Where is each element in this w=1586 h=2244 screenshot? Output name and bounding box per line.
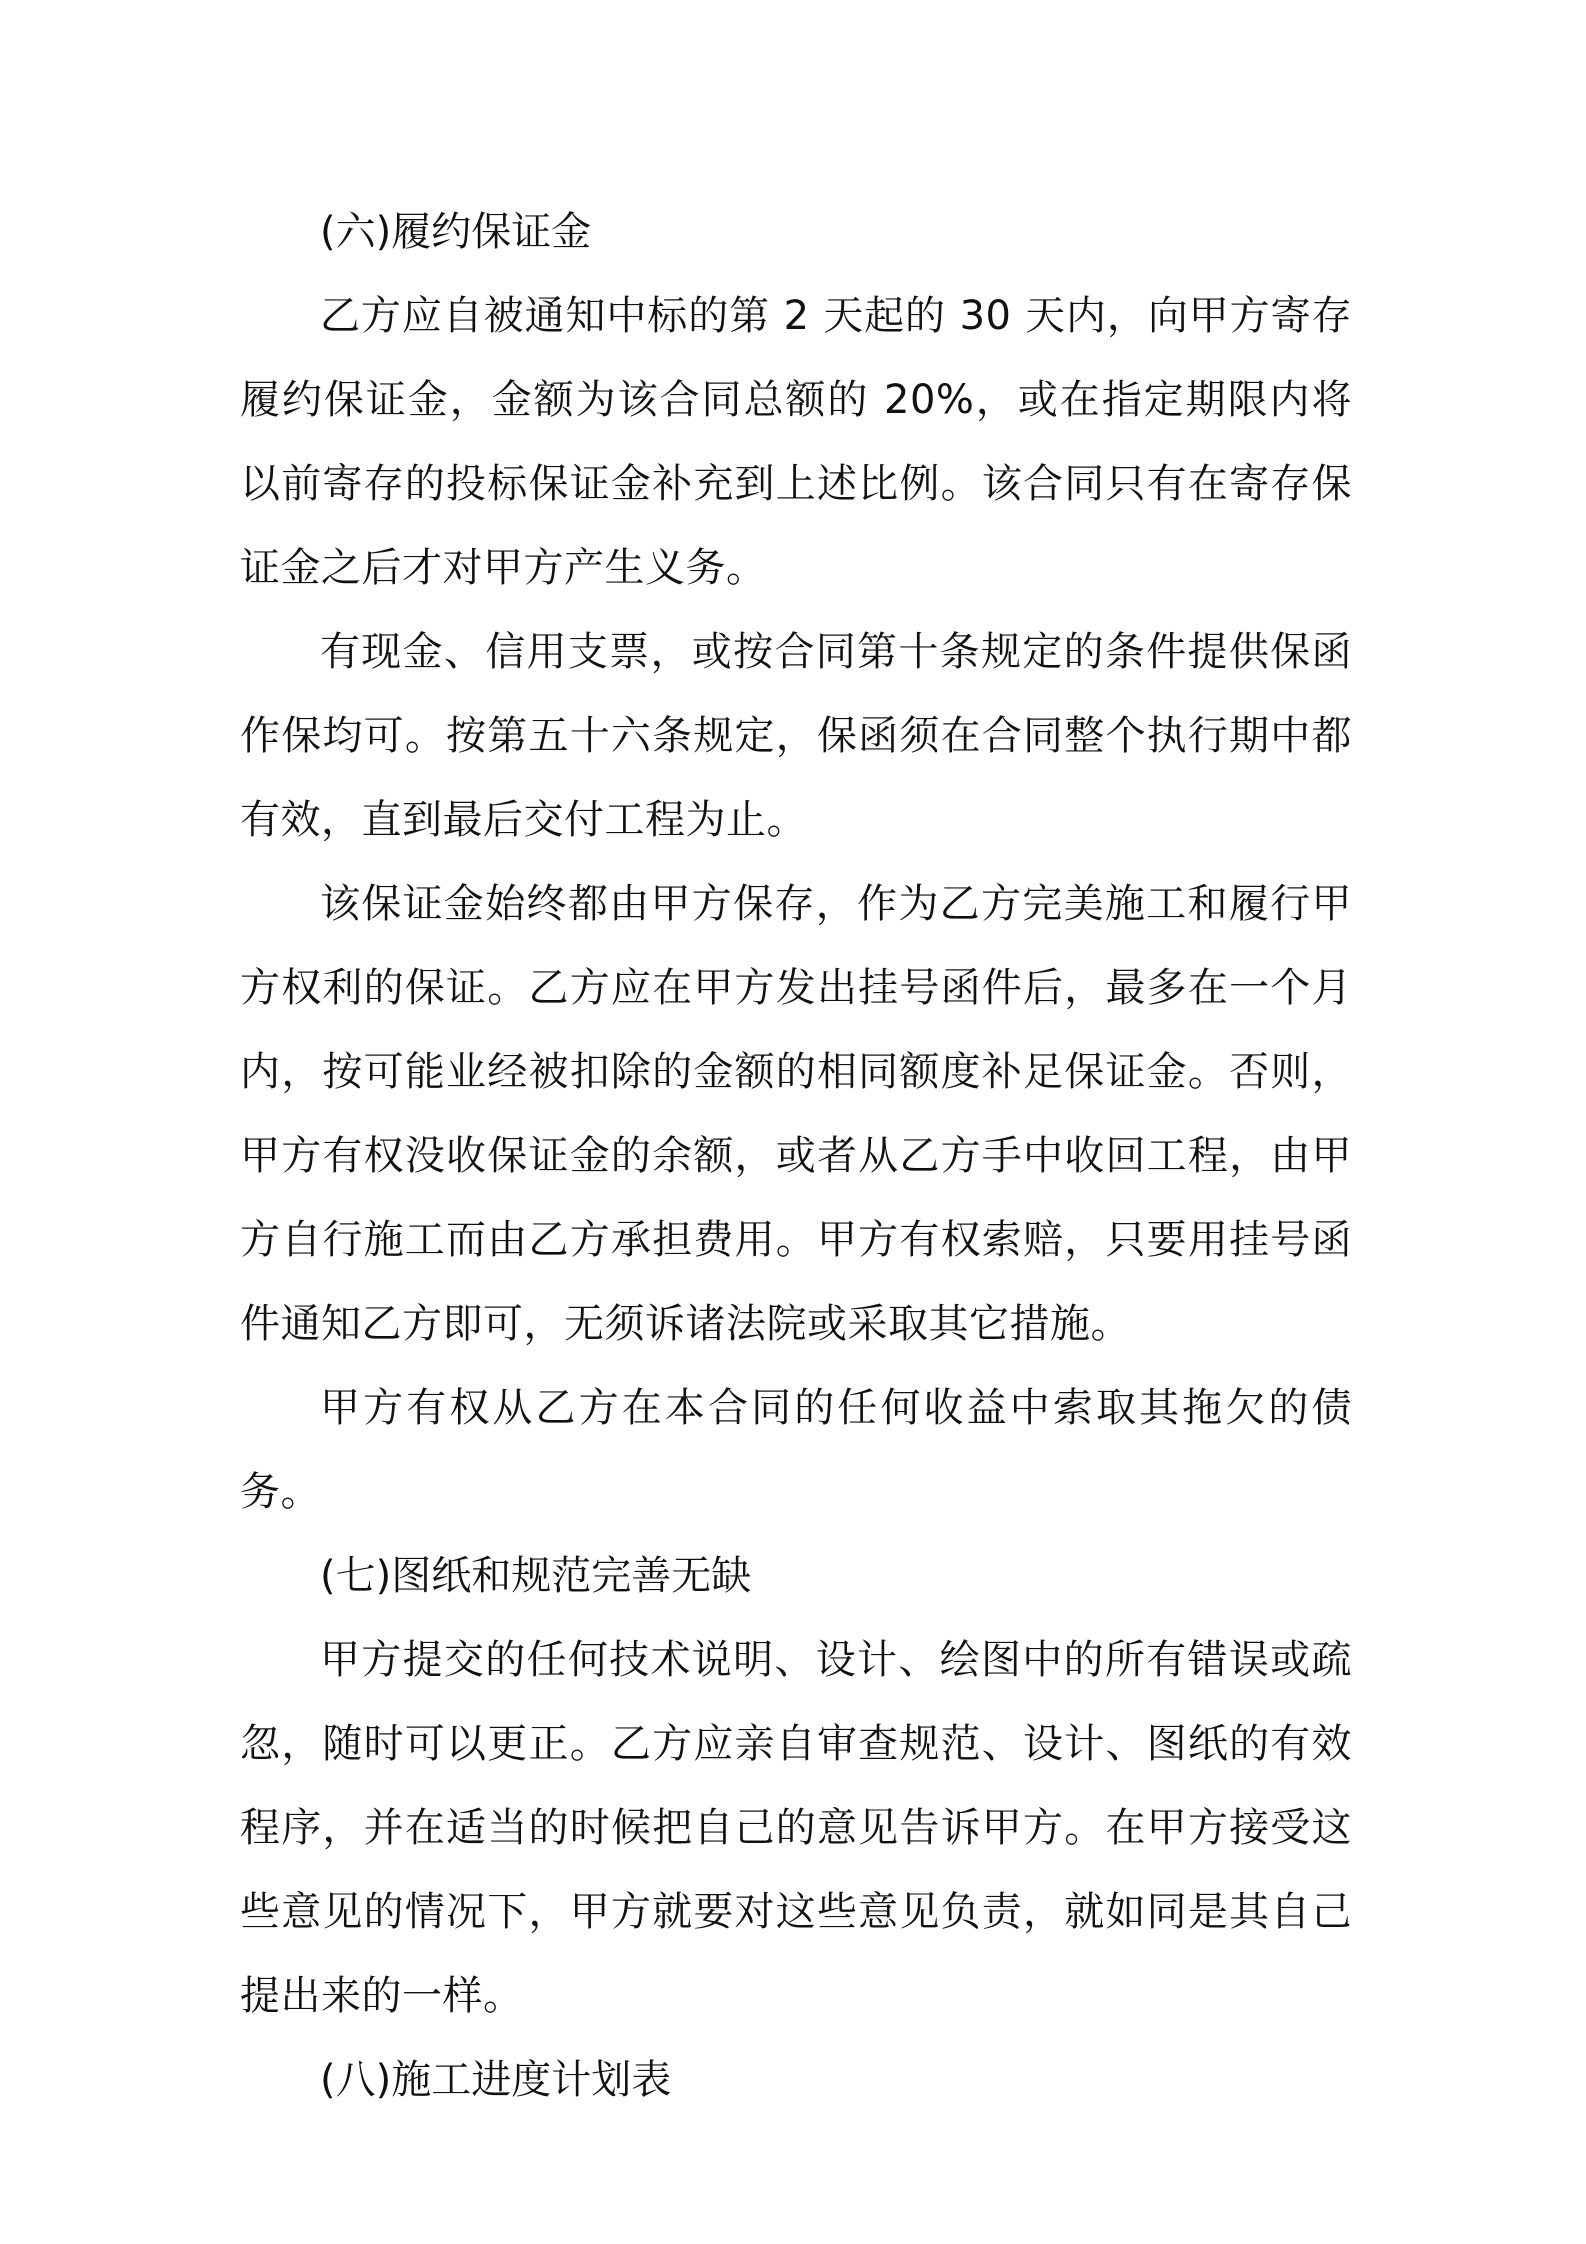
paragraph-drawings-corrections: 甲方提交的任何技术说明、设计、绘图中的所有错误或疏忽，随时可以更正。乙方应亲自审查规范、设计、图纸的有效程序，并在适当的时候把自己的意见告诉甲方。在甲方接受这些意见的情况下，甲方就要对这些意见负责，就如同是其自己提出来的一样。 [240,1637,1352,2019]
paragraph-bond-forms: 有现金、信用支票，或按合同第十条规定的条件提供保函作保均可。按第五十六条规定，保函须在合同整个执行期中都有效，直到最后交付工程为止。 [240,629,1352,843]
section-heading-schedule: (八)施工进度计划表 [320,2057,672,2103]
paragraph-bond-deposit: 乙方应自被通知中标的第 2 天起的 30 天内，向甲方寄存履约保证金，金额为该合同总额的 20%，或在指定期限内将以前寄存的投标保证金补充到上述比例。该合同只有在寄存保证金之后才对甲方产生义务。 [240,293,1352,591]
section-heading-performance-bond: (六)履约保证金 [320,209,592,255]
document-body [240,190,1352,2122]
paragraph-debt-recovery: 甲方有权从乙方在本合同的任何收益中索取其拖欠的债务。 [240,1385,1352,1515]
paragraph-bond-custody: 该保证金始终都由甲方保存，作为乙方完美施工和履行甲方权利的保证。乙方应在甲方发出挂号函件后，最多在一个月内，按可能业经被扣除的金额的相同额度补足保证金。否则，甲方有权没收保证金的余额，或者从乙方手中收回工程，由甲方自行施工而由乙方承担费用。甲方有权索赔，只要用挂号函件通知乙方即可，无须诉诸法院或采取其它措施。 [240,881,1352,1347]
section-heading-drawings-specs: (七)图纸和规范完善无缺 [320,1553,752,1599]
